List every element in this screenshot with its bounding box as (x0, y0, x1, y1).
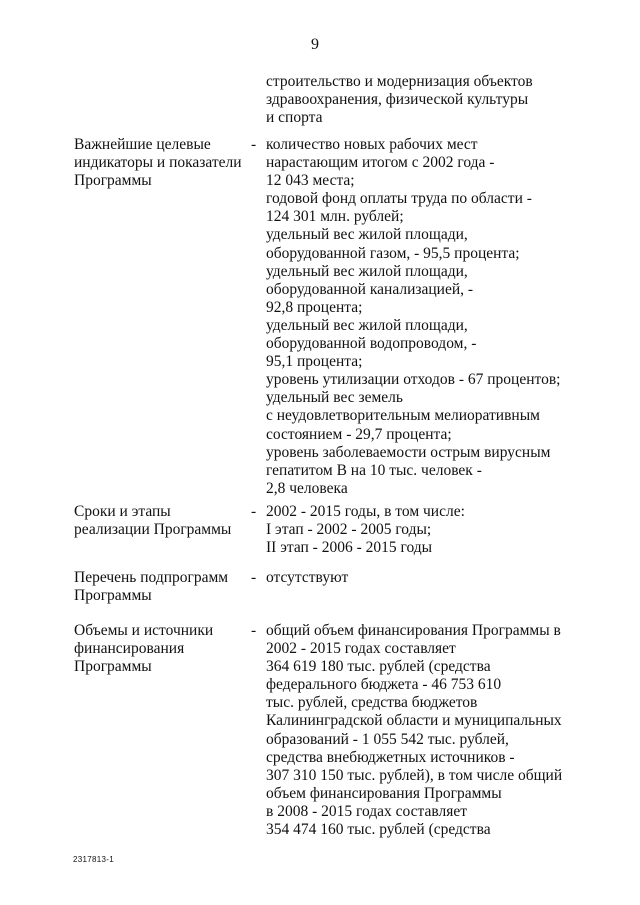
value-line: годовой фонд оплаты труда по области - (266, 190, 532, 208)
label-line: Перечень подпрограмм (74, 569, 229, 586)
value-line: удельный вес жилой площади, (266, 262, 468, 280)
label-line: индикаторы и показатели (74, 154, 242, 172)
label-line: Объемы и источники (74, 622, 214, 639)
value-line: удельный вес жилой площади, (266, 226, 468, 244)
label-line: реализации Программы (74, 521, 232, 539)
label-line: Программы (74, 587, 152, 605)
value-line: количество новых рабочих мест (266, 136, 478, 153)
value-line: тыс. рублей, средства бюджетов (266, 694, 478, 712)
dash-separator: - (251, 136, 257, 153)
section-value (266, 136, 566, 498)
section-value (266, 503, 566, 557)
dash-separator: - (251, 503, 257, 520)
value-line: с неудовлетворительным мелиоративным (266, 407, 540, 425)
document-code: 2317813-1 (73, 855, 114, 864)
value-line: 92,8 процента; (266, 298, 363, 316)
value-line: отсутствуют (266, 569, 349, 586)
label-line: Важнейшие целевые (74, 136, 211, 153)
page-number: 9 (311, 36, 319, 53)
dash-separator: - (251, 622, 257, 639)
value-line: уровень заболеваемости острым вирусным (266, 443, 551, 461)
value-line: 124 301 млн. рублей; (266, 208, 404, 226)
section-label (74, 622, 249, 676)
value-line: объем финансирования Программы (266, 784, 502, 802)
label-line: Сроки и этапы (74, 503, 171, 520)
value-line: оборудованной водопроводом, - (266, 335, 477, 353)
value-line: федерального бюджета - 46 753 610 (266, 676, 502, 694)
value-line: оборудованной газом, - 95,5 процента; (266, 244, 520, 262)
text-line: строительство и модернизация объектов (266, 73, 533, 90)
text-line: и спорта (266, 109, 323, 127)
section-label (74, 569, 249, 605)
label-line: финансирования (74, 640, 185, 658)
value-line: II этап - 2006 - 2015 годы (266, 539, 433, 557)
continued-text (266, 73, 566, 127)
value-line: в 2008 - 2015 годах составляет (266, 802, 468, 820)
text-line: здравоохранения, физической культуры (266, 91, 529, 109)
value-line: состоянием - 29,7 процента; (266, 425, 452, 443)
value-line: удельный вес земель (266, 389, 403, 407)
value-line: 307 310 150 тыс. рублей), в том числе общий (266, 766, 563, 784)
dash-separator: - (251, 569, 257, 586)
value-line: I этап - 2002 - 2005 годы; (266, 521, 432, 539)
value-line: удельный вес жилой площади, (266, 316, 468, 334)
section-value (266, 622, 566, 839)
value-line: Калининградской области и муниципальных (266, 712, 562, 730)
label-line: Программы (74, 172, 152, 190)
value-line: оборудованной канализацией, - (266, 280, 474, 298)
value-line: 2002 - 2015 годы, в том числе: (266, 503, 465, 520)
section-label (74, 503, 249, 539)
value-line: 12 043 места; (266, 172, 355, 190)
value-line: 95,1 процента; (266, 353, 363, 371)
label-line: Программы (74, 658, 152, 676)
value-line: уровень утилизации отходов - 67 процентов; (266, 371, 561, 389)
value-line: 2002 - 2015 годах составляет (266, 640, 456, 658)
value-line: гепатитом В на 10 тыс. человек - (266, 461, 482, 479)
section-value (266, 569, 566, 587)
value-line: 354 474 160 тыс. рублей (средства (266, 821, 491, 839)
value-line: 364 619 180 тыс. рублей (средства (266, 658, 491, 676)
value-line: общий объем финансирования Программы в (266, 622, 561, 639)
value-line: средства внебюджетных источников - (266, 748, 515, 766)
value-line: нарастающим итогом с 2002 года - (266, 154, 495, 172)
value-line: 2,8 человека (266, 479, 348, 497)
value-line: образований - 1 055 542 тыс. рублей, (266, 730, 509, 748)
section-label (74, 136, 249, 190)
